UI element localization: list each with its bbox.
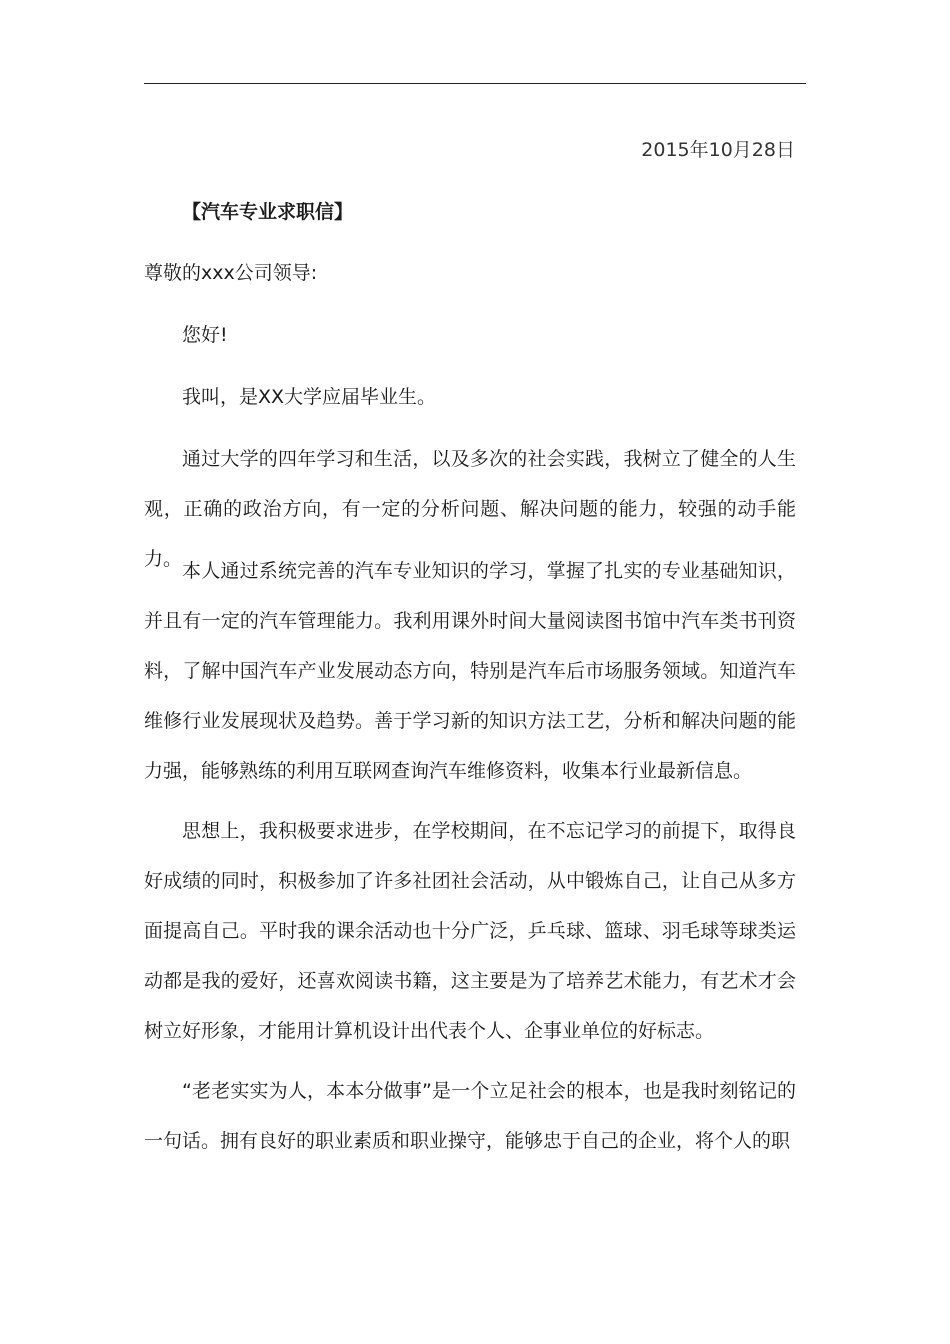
paragraph-integrity: “老老实实为人，本本分做事”是一个立足社会的根本，也是我时刻铭记的一句话。拥有良好的职业素质和职业操守，能够忠于自己的企业，将个人的职 [144, 1080, 796, 1152]
letter-title: 【汽车专业求职信】 [182, 201, 354, 223]
header-rule [144, 83, 806, 84]
paragraph-skills: 本人通过系统完善的汽车专业知识的学习，掌握了扎实的专业基础知识，并且有一定的汽车管理能力。我利用课外时间大量阅读图书馆中汽车类书刊资料，了解中国汽车产业发展动态方向，特别是汽车后市场服务领域。知道汽车维修行业发展现状及趋势。善于学习新的知识方法工艺，分析和解决问题的能力强，能够熟练的利用互联网查询汽车维修资料，收集本行业最新信息。 [144, 560, 796, 782]
letter-date: 2015年10月28日 [641, 139, 795, 161]
salutation: 尊敬的xxx公司领导: [144, 262, 318, 284]
intro-paragraph: 我叫，是XX大学应届毕业生。 [182, 386, 437, 408]
paragraph-values: 通过大学的四年学习和生活，以及多次的社会实践，我树立了健全的人生观，正确的政治方向，有一定的分析问题、解决问题的能力，较强的动手能力。 [144, 448, 796, 570]
paragraph-activities: 思想上，我积极要求进步，在学校期间，在不忘记学习的前提下，取得良好成绩的同时，积极参加了许多社团社会活动，从中锻炼自己，让自己从多方面提高自己。平时我的课余活动也十分广泛，乒乓球、篮球、羽毛球等球类运动都是我的爱好，还喜欢阅读书籍，这主要是为了培养艺术能力，有艺术才会树立好形象，才能用计算机设计出代表个人、企事业单位的好标志。 [144, 820, 796, 1042]
greeting: 您好! [182, 324, 228, 346]
